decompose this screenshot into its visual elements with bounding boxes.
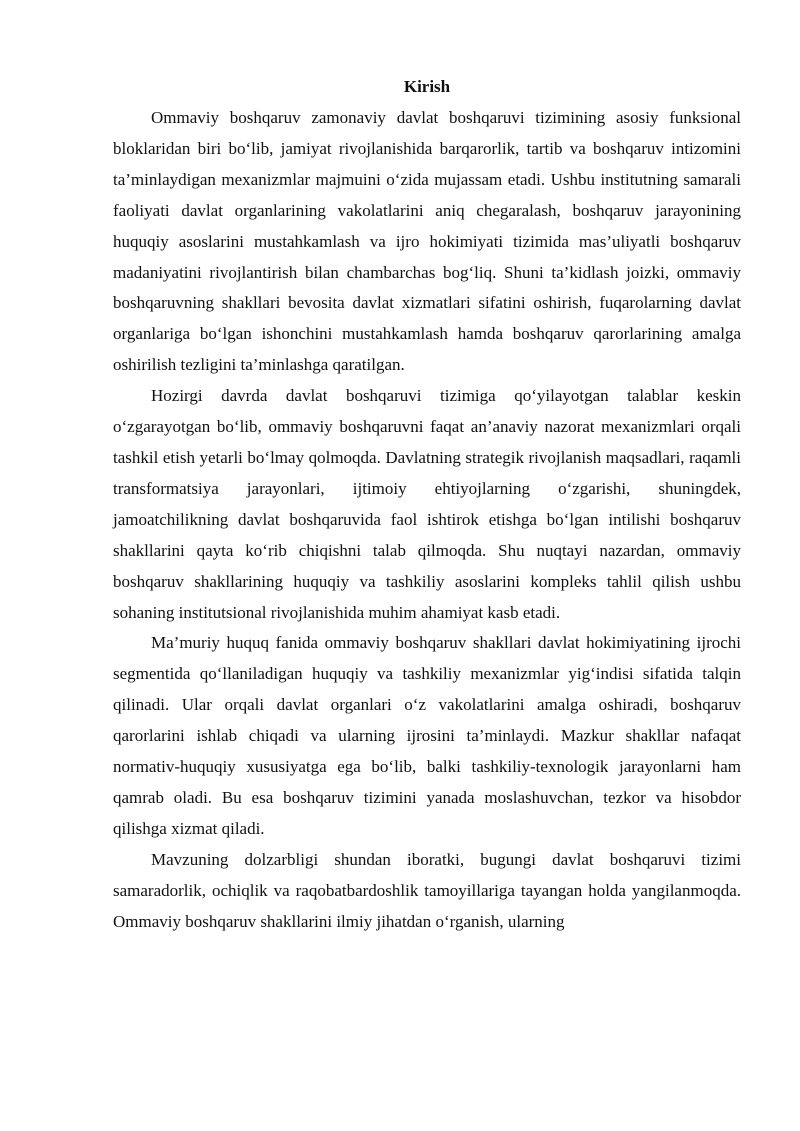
page-title: Kirish: [403, 77, 451, 96]
paragraph-3: Ma’muriy huquq fanida ommaviy boshqaruv shakllari davlat hokimiyatining ijrochi segmentida qo‘llaniladigan huquqiy va tashkiliy mexanizmlar yig‘indisi sifatida talqin qilinadi. Ular orqali davlat organlari o‘z vakolatlarini amalga oshiradi, boshqaruv qarorlarini ishlab chiqadi va ularning ijrosini ta’minlaydi. Mazkur shakllar nafaqat normativ-huquqiy xususiyatga ega bo‘lib, balki tashkiliy-texnologik jarayonlarni ham qamrab oladi. Bu esa boshqaruv tizimini yanada moslashuvchan, tezkor va hisobdor qilishga xizmat qiladi.: [113, 633, 741, 838]
document-body: [113, 73, 741, 937]
paragraph-4: Mavzuning dolzarbligi shundan iboratki, bugungi davlat boshqaruvi tizimi samaradorlik, ochiqlik va raqobatbardoshlik tamoyillariga tayangan holda yangilanmoqda. Ommaviy boshqaruv shakllarini ilmiy jihatdan o‘rganish, ularning: [113, 849, 741, 931]
paragraph-2: Hozirgi davrda davlat boshqaruvi tizimiga qo‘yilayotgan talablar keskin o‘zgarayotgan bo‘lib, ommaviy boshqaruvni faqat an’anaviy nazorat mexanizmlari orqali tashkil etish yetarli bo‘lmay qolmoqda. Davlatning strategik rivojlanish maqsadlari, raqamli transformatsiya jarayonlari, ijtimoiy ehtiyojlarning o‘zgarishi, shuningdek, jamoatchilikning davlat boshqaruvida faol ishtirok etishga bo‘lgan intilishi boshqaruv shakllarini qayta ko‘rib chiqishni talab qilmoqda. Shu nuqtayi nazardan, ommaviy boshqaruv shakllarining huquqiy va tashkiliy asoslarini kompleks tahlil qilish ushbu sohaning institutsional rivojlanishida muhim ahamiyat kasb etadi.: [113, 386, 741, 622]
paragraph-1: Ommaviy boshqaruv zamonaviy davlat boshqaruvi tizimining asosiy funksional bloklaridan biri bo‘lib, jamiyat rivojlanishida barqarorlik, tartib va boshqaruv intizomini ta’minlaydigan mexanizmlar majmuini o‘zida mujassam etadi. Ushbu institutning samarali faoliyati davlat organlarining vakolatlarini aniq chegaralash, boshqaruv jarayonining huquqiy asoslarini mustahkamlash va ijro hokimiyati tizimida mas’uliyatli boshqaruv madaniyatini rivojlantirish bilan chambarchas bog‘liq. Shuni ta’kidlash joizki, ommaviy boshqaruvning shakllari bevosita davlat xizmatlari sifatini oshirish, fuqarolarning davlat organlariga bo‘lgan ishonchini mustahkamlash hamda boshqaruv qarorlarining amalga oshirilish tezligini ta’minlashga qaratilgan.: [113, 108, 741, 375]
